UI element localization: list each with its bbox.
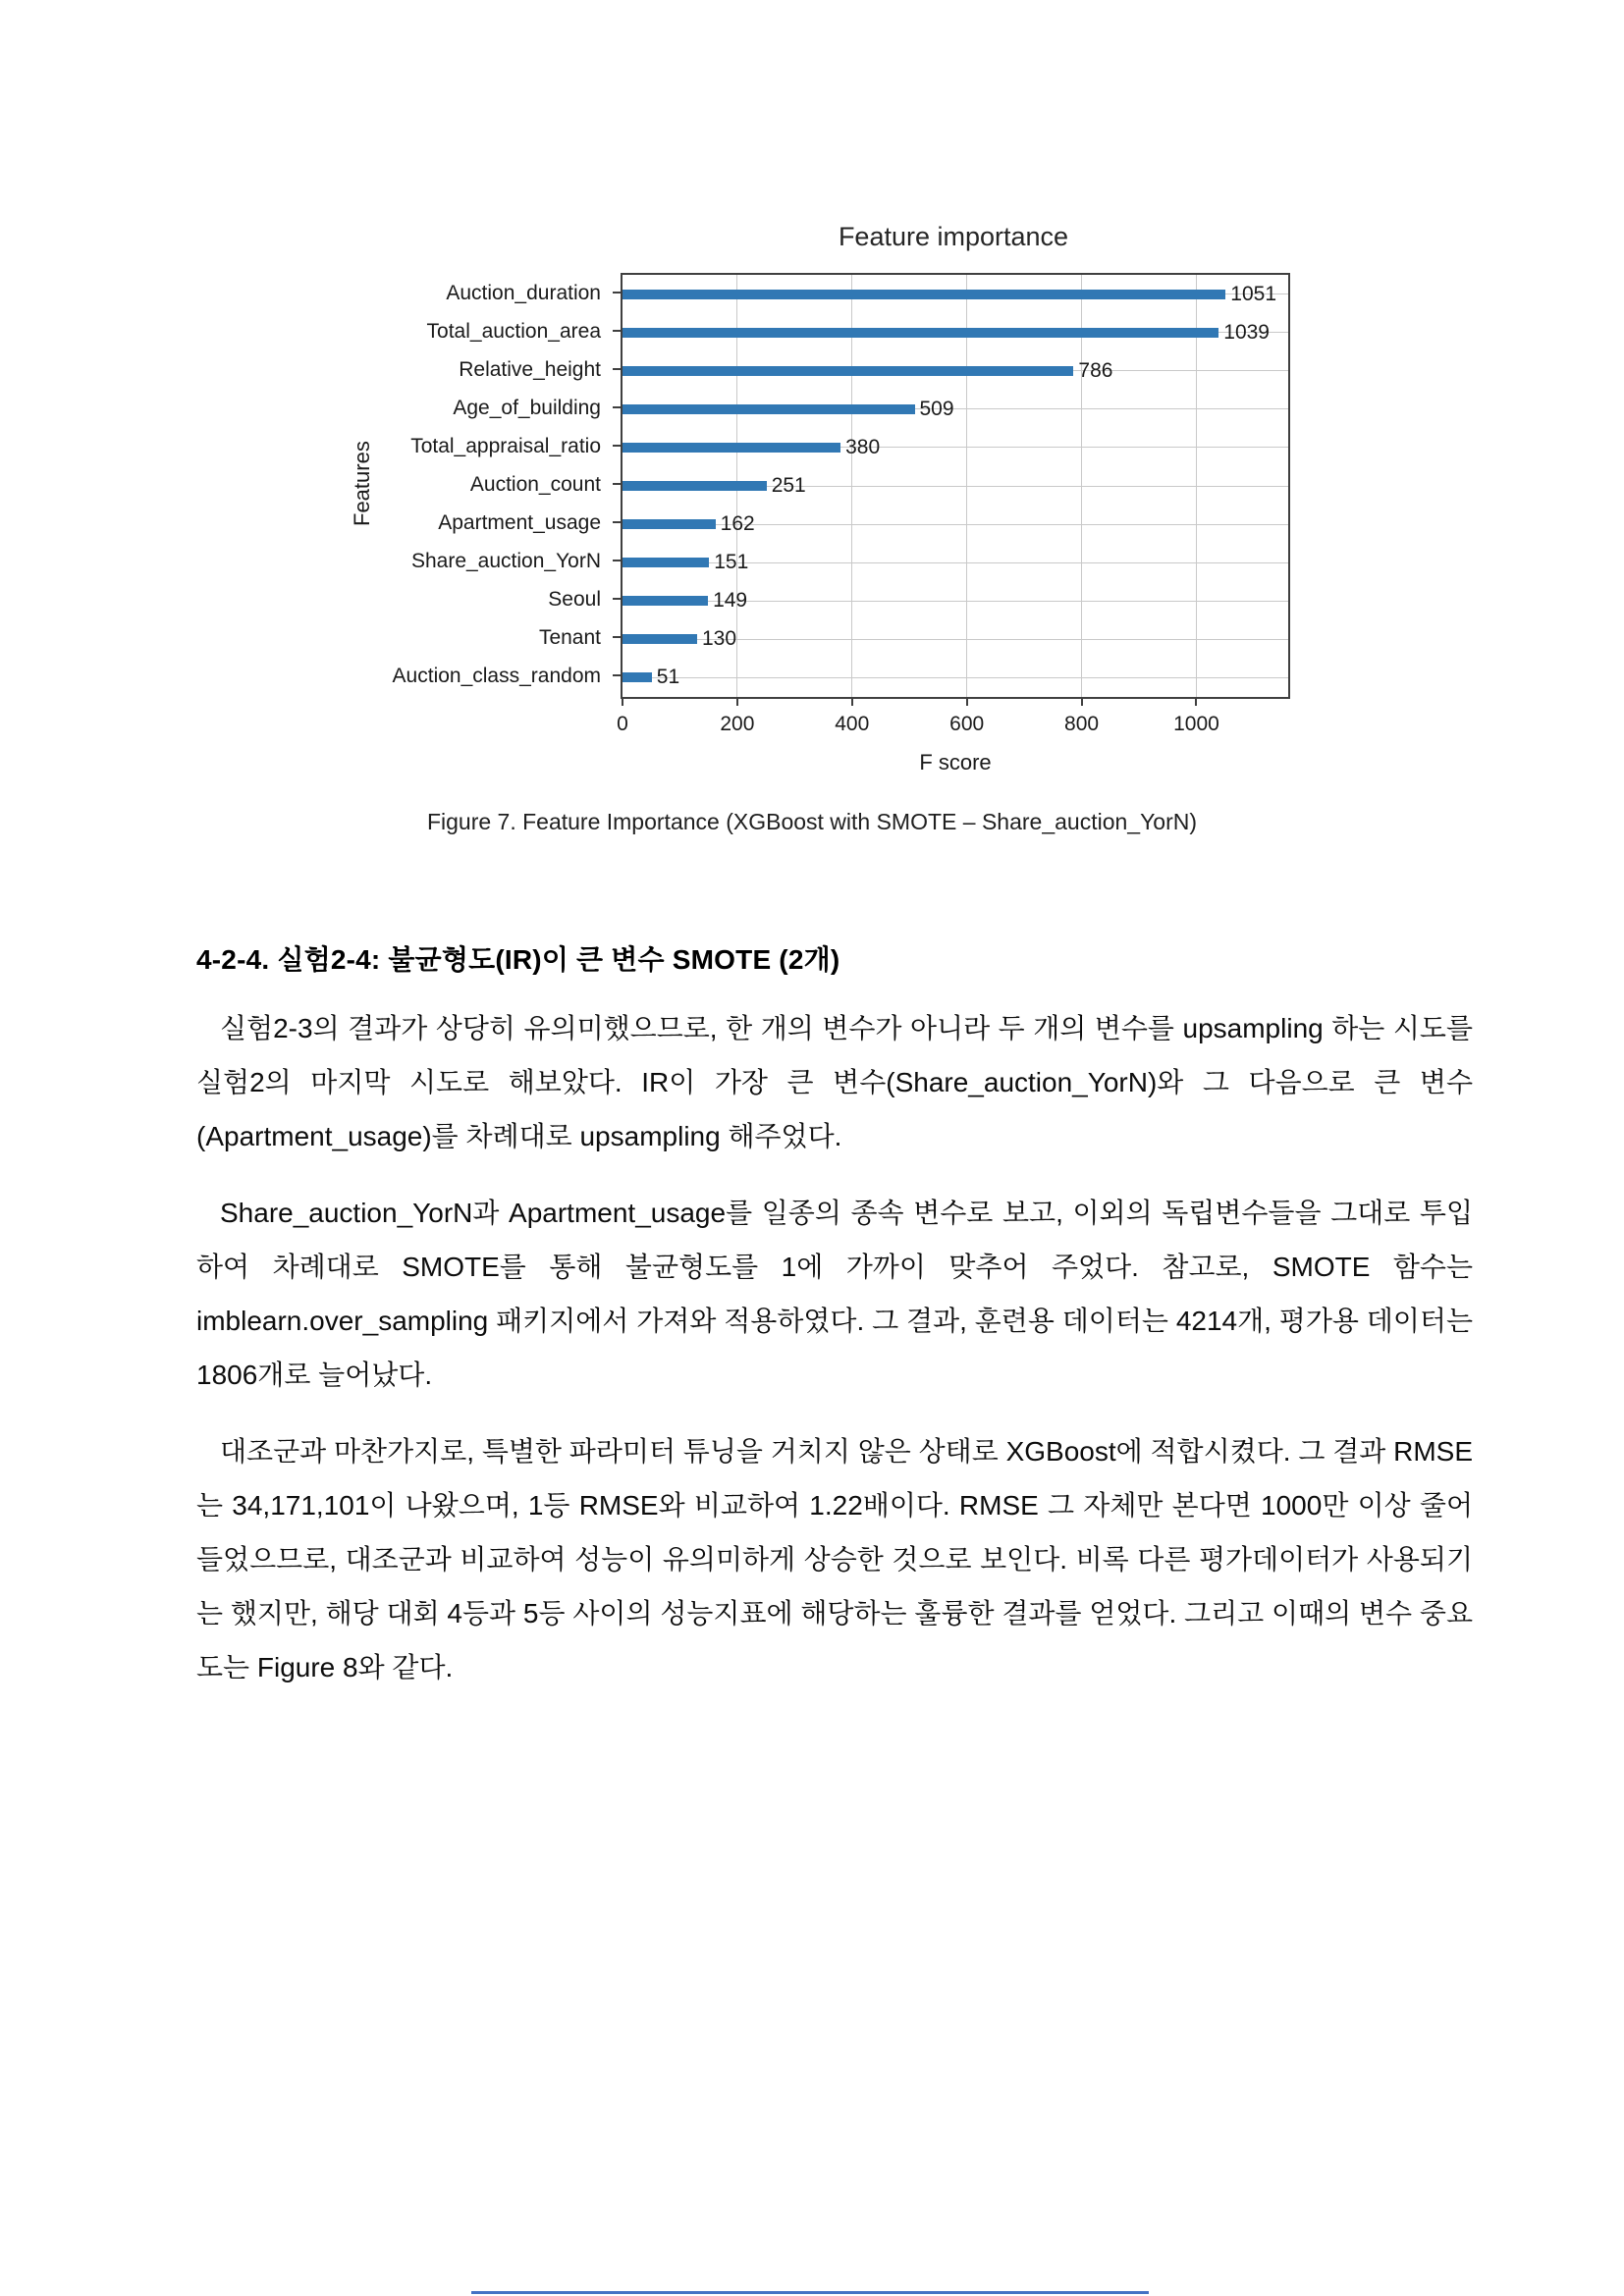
category-label: Age_of_building [453,396,601,419]
category-label: Auction_count [469,473,601,496]
y-tick-mark [613,560,621,561]
y-category-labels [344,273,611,695]
bar-value-label: 151 [714,551,749,574]
importance-bar [623,481,767,491]
category-label: Relative_height [459,357,601,381]
y-gridline [623,677,1288,678]
bar-value-label: 149 [713,589,748,613]
bar-value-label: 51 [656,666,680,689]
importance-bar [623,404,915,414]
y-tick-mark [613,483,621,485]
bar-value-label: 1051 [1230,282,1276,305]
x-tick-label: 600 [949,713,985,735]
category-label: Seoul [548,588,601,612]
x-tick-mark [736,697,738,706]
importance-bar [623,672,652,682]
y-tick-mark [613,330,621,332]
category-label: Auction_class_random [392,665,601,688]
feature-importance-chart [344,157,1335,785]
x-tick-mark [1081,697,1083,706]
x-tick-label: 1000 [1173,713,1219,735]
category-label: Tenant [538,626,601,650]
x-tick-mark [851,697,853,706]
x-axis-label: F score [919,750,992,774]
plot-area [617,273,1290,774]
category-label: Auction_duration [446,281,601,304]
bar-value-label: 380 [845,435,881,458]
y-tick-mark [613,598,621,600]
category-label: Total_appraisal_ratio [410,434,601,457]
bar-value-label: 786 [1078,358,1113,382]
next-page-table-border [471,2291,1149,2294]
chart-title: Feature importance [838,222,1069,251]
importance-bar [623,558,709,567]
x-tick-mark [622,697,623,706]
x-tick-label: 200 [720,713,755,735]
x-tick-mark [966,697,968,706]
y-tick-mark [613,636,621,638]
y-tick-mark [613,445,621,447]
bar-value-label: 509 [919,397,954,420]
bar-value-label: 162 [720,512,755,536]
paragraph: 대조군과 마찬가지로, 특별한 파라미터 튜닝을 거치지 않은 상태로 XGBoost에 적합시켰다. 그 결과 RMSE는 34,171,101이 나왔으며, 1등 RMSE와 비교하여 1.22배이다. RMSE 그 자체만 본다면 1000만 이상 줄어들었으므로, 대조군과 비교하여 성능이 유의미하게 상승한 것으로 보인다. 비록 다른 평가데이터가 사용되기는 했지만, 해당 대회 4등과 5등 사이의 성능지표에 해당하는 훌륭한 결과를 얻었다. 그리고 이때의 변수 중요도는 Figure 8와 같다. [196,1436,1473,1682]
paragraph: 실험2-3의 결과가 상당히 유의미했으므로, 한 개의 변수가 아니라 두 개의 변수를 upsampling 하는 시도를 실험2의 마지막 시도로 해보았다. IR이 가장 큰 변수(Share_auction_YorN)와 그 다음으로 큰 변수(Apartment_usage)를 차례대로 upsampling 해주었다. [196,1013,1473,1151]
x-tick-label: 800 [1064,713,1100,735]
y-tick-mark [613,521,621,523]
importance-bar [623,290,1225,299]
y-tick-mark [613,674,621,676]
x-tick-label: 400 [835,713,870,735]
bar-value-label: 130 [701,627,737,651]
category-label: Apartment_usage [438,511,601,535]
body-paragraphs [196,1001,1473,1717]
importance-bar [623,443,840,453]
importance-bar [623,366,1073,376]
paragraph: Share_auction_YorN과 Apartment_usage를 일종의 종속 변수로 보고, 이외의 독립변수들을 그대로 투입하여 차례대로 SMOTE를 통해 불균형도를 1에 가까이 맞추어 주었다. 참고로, SMOTE 함수는 imblearn.over_sampling 패키지에서 가져와 적용하였다. 그 결과, 훈련용 데이터는 4214개, 평가용 데이터는 1806개로 늘어났다. [196,1198,1473,1390]
bar-value-label: 1039 [1223,320,1270,344]
importance-bar [623,634,697,644]
importance-bar [623,596,708,606]
x-tick-label: 0 [617,713,628,735]
y-tick-mark [613,292,621,294]
x-tick-mark [1195,697,1197,706]
category-label: Total_auction_area [426,319,601,343]
bar-value-label: 251 [771,474,806,497]
y-tick-mark [613,406,621,408]
category-label: Share_auction_YorN [410,550,601,573]
section-heading: 4-2-4. 실험2-4: 불균형도(IR)이 큰 변수 SMOTE (2개) [196,944,840,975]
y-tick-mark [613,368,621,370]
figure-caption: Figure 7. Feature Importance (XGBoost with SMOTE – Share_auction_YorN) [426,809,1198,834]
y-axis-label: Features [350,441,374,527]
importance-bar [623,519,716,529]
importance-bar [623,328,1218,338]
